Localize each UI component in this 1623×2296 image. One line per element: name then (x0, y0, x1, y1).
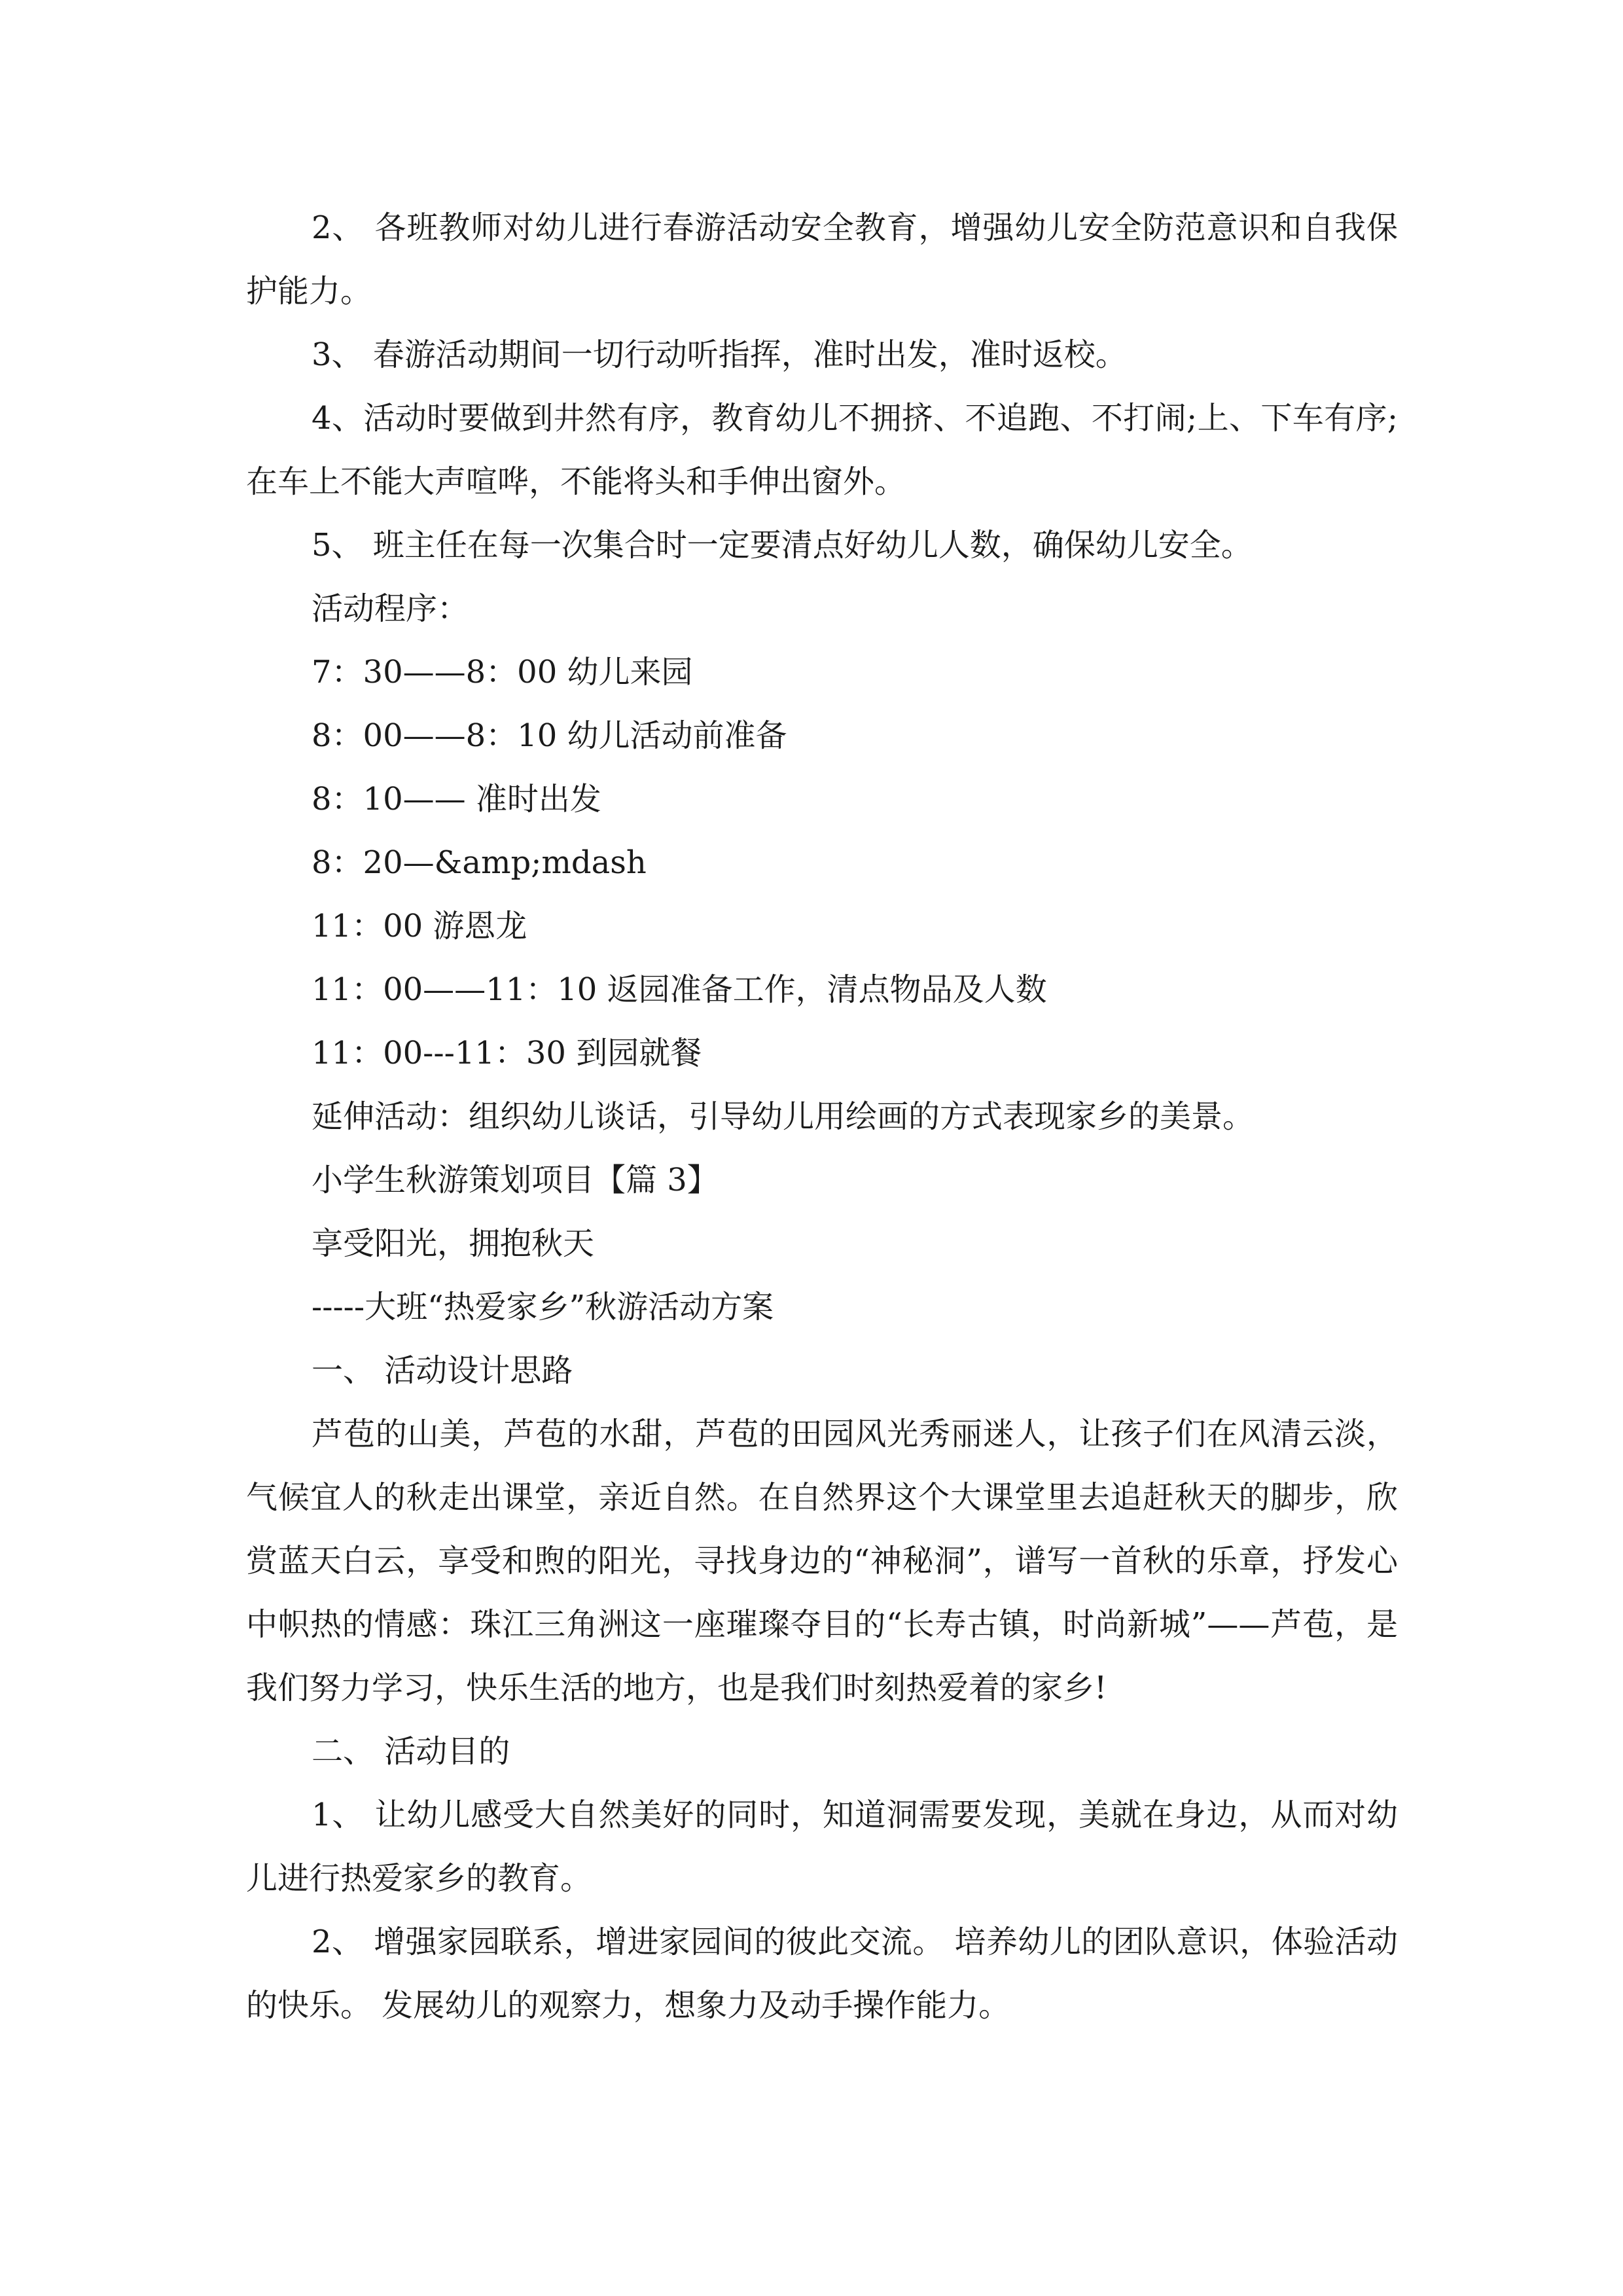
paragraph-follow-command: 3、 春游活动期间一切行动听指挥，准时出发，准时返校。 (312, 336, 1127, 373)
heading-design-idea: 一、 活动设计思路 (312, 1352, 573, 1389)
schedule-item: 8：20—&amp;mdash (312, 844, 647, 881)
section-title: 小学生秋游策划项目【篇 3】 (312, 1162, 719, 1198)
paragraph-design-idea: 芦苞的山美，芦苞的水甜，芦苞的田园风光秀丽迷人，让孩子们在风清云淡，气候宜人的秋走出课堂，亲近自然。在自然界这个大课堂里去追赶秋天的脚步，欣赏蓝天白云，享受和煦的阳光，寻找身边的“神秘洞”，谱写一首秋的乐章，抒发心中帜热的情感：珠江三角洲这一座璀璨夺目的“长寿古镇，时尚新城”——芦苞，是我们努力学习，快乐生活的地方，也是我们时刻热爱着的家乡! (246, 1416, 1398, 1706)
paragraph-extension-activity: 延伸活动：组织幼儿谈话，引导幼儿用绘画的方式表现家乡的美景。 (312, 1098, 1255, 1135)
schedule-item: 8：10—— 准时出发 (312, 781, 601, 817)
paragraph-orderly-activity: 4、活动时要做到井然有序，教育幼儿不拥挤、不追跑、不打闹;上、下车有序;在车上不能大声喧哗，不能将头和手伸出窗外。 (246, 400, 1398, 500)
paragraph-headcount: 5、 班主任在每一次集合时一定要清点好幼儿人数，确保幼儿安全。 (312, 527, 1253, 564)
schedule-item: 11：00---11：30 到园就餐 (312, 1035, 702, 1071)
section-subtitle: 享受阳光，拥抱秋天 (312, 1225, 595, 1262)
plan-title: -----大班“热爱家乡”秋游活动方案 (312, 1289, 774, 1325)
paragraph-purpose-2: 2、 增强家园联系，增进家园间的彼此交流。 培养幼儿的团队意识，体验活动的快乐。 发展幼儿的观察力，想象力及动手操作能力。 (246, 1924, 1398, 2024)
schedule-item: 7：30——8：00 幼儿来园 (312, 654, 693, 691)
paragraph-safety-education: 2、 各班教师对幼儿进行春游活动安全教育，增强幼儿安全防范意识和自我保护能力。 (246, 209, 1398, 310)
schedule-item: 11：00 游恩龙 (312, 908, 527, 944)
heading-activity-purpose: 二、 活动目的 (312, 1733, 510, 1770)
document-body (246, 196, 1398, 2037)
heading-activity-procedure: 活动程序： (312, 590, 469, 627)
paragraph-purpose-1: 1、 让幼儿感受大自然美好的同时，知道洞需要发现，美就在身边，从而对幼儿进行热爱家乡的教育。 (246, 1797, 1398, 1897)
schedule-item: 11：00——11：10 返园准备工作，清点物品及人数 (312, 971, 1047, 1008)
schedule-item: 8：00——8：10 幼儿活动前准备 (312, 717, 787, 754)
